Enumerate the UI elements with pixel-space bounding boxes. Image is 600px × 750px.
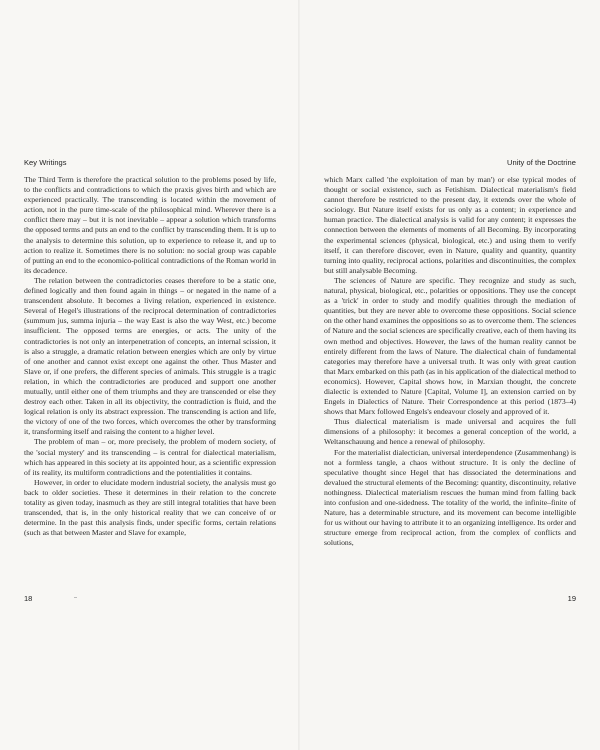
paragraph: The sciences of Nature are specific. They recognize and study as such, natural, physical, biological, etc., polarities or oppositions. They use the concept as a 'trick' in order to study and modify qualities through the mediation of quantities, but they are never able to overcome these oppositions. Social science on the other hand examines the oppositions so as to overcome them. The sciences of Nature and the social sciences are specifically creative, each of them having its own method and objectives. However, the laws of the human reality cannot be entirely different from the laws of Nature. The dialectical chain of fundamental categories may therefore have a universal truth. It was only with great caution that Marx embarked on this path (as in his application of the dialectical method to economics). However, Capital shows how, in Marxian thought, the concrete dialectic is extended to Nature [Capital, Volume I], an extension carried on by Engels in Dialectics of Nature. Their Correspondence at this period (1873–4) shows that Marx followed Engels's endeavour closely and approved of it. bbox=[324, 275, 576, 417]
paragraph: For the materialist dialectician, universal interdependence (Zusammenhang) is not a formless tangle, a chaos without structure. It is only the decline of speculative thought since Hegel that has dissociated the determinations and devalued the structural elements of the Becoming: quantity, discontinuity, relative nothingness. Dialectical materialism rescues the human mind from falling back into confusion and one-sidedness. The totality of the world, the infinite–finite of Nature, has a determinable structure, and its movement can become intelligible for us without our having to attribute it to an organizing intelligence. Its order and structure emerge from reciprocal action, from the complex of conflicts and solutions, bbox=[324, 447, 576, 548]
pencil-mark bbox=[74, 597, 77, 598]
right-page bbox=[300, 0, 600, 750]
paragraph: The relation between the contradictories ceases therefore to be a static one, defined logically and then found again in things – or negated in the name of a transcendent absolute. It becomes a living relation, experienced in existence. Several of Hegel's illustrations of the reciprocal determination of contradictories (summum jus, summa injuria – the way East is also the way West, etc.) become insufficient. The opposed terms are energies, or acts. The unity of the contradictories is not only an interpenetration of concepts, an internal scission, it is also a struggle, a dramatic relation between energies which are only by virtue of one another and cannot exist except one against the other. Thus Master and Slave or, if one prefers, the different species of animals. This struggle is a tragic relation, in which the contradictories are produced and support one another mutually, until either one of them triumphs and they are transcended or else they destroy each other. Taken in all its objectivity, the contradiction is fluid, and the logical relation is only its abstract expression. The transcending is action and life, the victory of one of the two forces, which overcomes the other by transforming it, transforming itself and raising the content to a higher level. bbox=[24, 275, 276, 437]
paragraph: However, in order to elucidate modern industrial society, the analysis must go back to older societies. These it determines in their relation to the concrete totality as given today, inasmuch as they are still integral totalities that have been transcended, that is, in the only historical reality that we can conceive of or determine. In the past this analysis finds, under specific forms, certain relations (such as that between Master and Slave for example, bbox=[24, 477, 276, 538]
paragraph: which Marx called 'the exploitation of man by man') or else typical modes of thought or social existence, such as Fetishism. Dialectical materialism's field cannot therefore be restricted to the present day, it extends over the whole of sociology. But Nature itself exists for us only as a content; in experience and human practice. The dialectical analysis is valid for any content; it expresses the connection between the elements of moments of all Becoming. By incorporating the experimental sciences (physical, biological, etc.) and using them to verify itself, it can therefore discover, even in Nature, quality and quantity, quantity turning into quality, reciprocal actions, polarities and discontinuities, the complex but still analysable Becoming. bbox=[324, 175, 576, 275]
left-body-text bbox=[24, 175, 276, 538]
page-number-right: 19 bbox=[567, 594, 576, 603]
paragraph: The problem of man – or, more precisely, the problem of modern society, of the 'social mystery' and its transcending – is central for dialectical materialism, which has appeared in this society at its appointed hour, as a scientific expression of its reality, its multiform contradictions and the potentialities it contains. bbox=[24, 437, 276, 477]
running-head-left: Key Writings bbox=[24, 158, 67, 167]
paragraph: Thus dialectical materialism is made universal and acquires the full dimensions of a philosophy: it becomes a general conception of the world, a Weltanschauung and hence a renewal of philosophy. bbox=[324, 417, 576, 447]
page-number-left: 18 bbox=[24, 594, 33, 603]
right-body-text bbox=[324, 175, 576, 548]
running-head-right: Unity of the Doctrine bbox=[507, 158, 576, 167]
paragraph: The Third Term is therefore the practical solution to the problems posed by life, to the conflicts and contradictions to which the praxis gives birth and which are experienced practically. The transcending is located within the movement of action, not in the pure time-scale of the philosophical mind. Wherever there is a conflict there may – but it is not inevitable – appear a solution which transforms the opposed terms and puts an end to the conflict by transcending them. It is up to the analysis to determine this solution, up to experience to release it, and up to action to realize it. Sometimes there is no solution: no social group was capable of putting an end to the economico-political contradictions of the Roman world in its decadence. bbox=[24, 175, 276, 275]
